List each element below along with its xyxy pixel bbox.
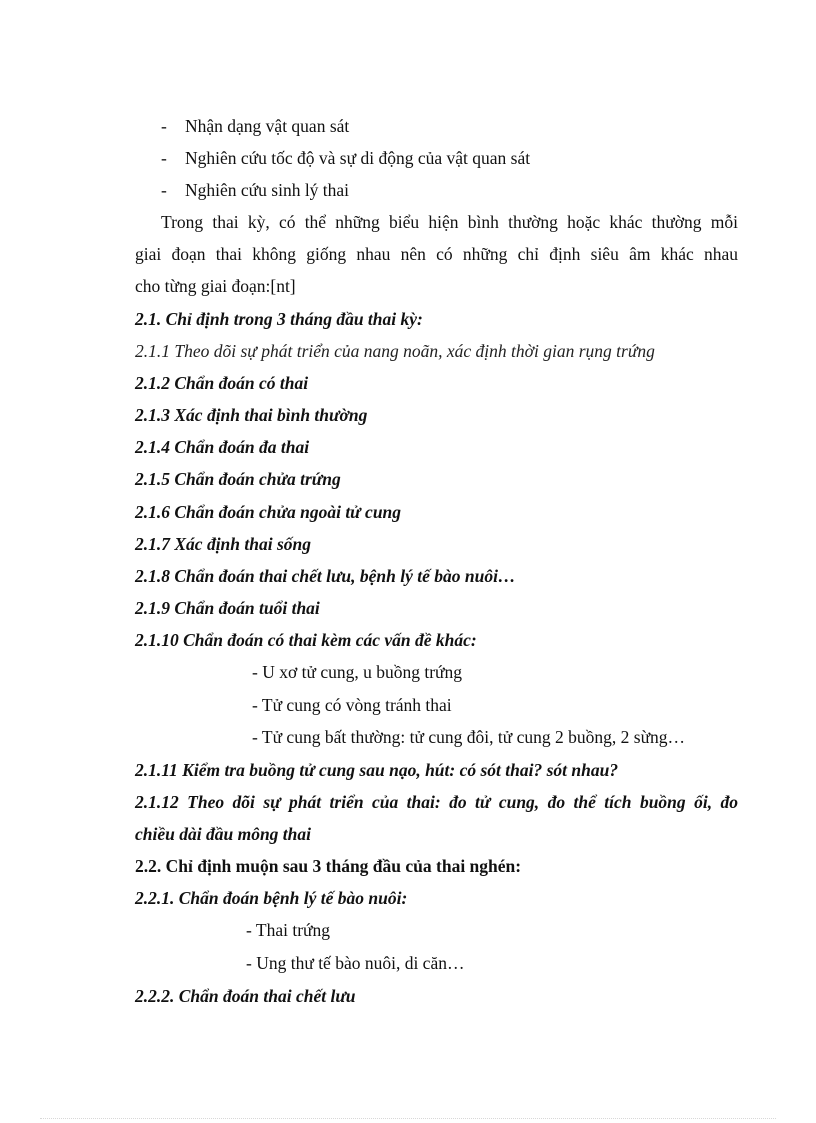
paragraph-line: Trong thai kỳ, có thể những biểu hiện bình thường hoặc khác thường mỗi (161, 212, 738, 232)
subsection-item: 2.2.2. Chẩn đoán thai chết lưu (135, 986, 356, 1006)
subsection-item: 2.1.4 Chẩn đoán đa thai (135, 437, 310, 457)
subsection-item: 2.1.11 Kiểm tra buồng tử cung sau nạo, hút: có sót thai? sót nhau? (135, 760, 619, 780)
sub-list-item: - Tử cung có vòng tránh thai (252, 695, 452, 715)
subsection-item: 2.1.6 Chẩn đoán chửa ngoài tử cung (135, 502, 402, 522)
bullet-marker: - (161, 116, 167, 136)
subsection-item: 2.1.3 Xác định thai bình thường (135, 405, 368, 425)
subsection-item: 2.1.2 Chẩn đoán có thai (135, 373, 309, 393)
paragraph-line: cho từng giai đoạn:[nt] (135, 276, 296, 296)
bullet-text: Nghiên cứu tốc độ và sự di động của vật quan sát (185, 148, 531, 168)
subsection-item: 2.1.9 Chẩn đoán tuổi thai (135, 598, 320, 618)
subsection-item: 2.1.12 Theo dõi sự phát triển của thai: đo tử cung, đo thể tích buồng ối, đo (135, 792, 738, 812)
paragraph-line: giai đoạn thai không giống nhau nên có những chỉ định siêu âm khác nhau (135, 244, 738, 264)
bullet-text: Nhận dạng vật quan sát (185, 116, 350, 136)
subsection-item: 2.1.7 Xác định thai sống (135, 534, 312, 554)
sub-list-item: - U xơ tử cung, u buồng trứng (252, 662, 463, 682)
subsection-item: 2.1.10 Chẩn đoán có thai kèm các vấn đề khác: (135, 630, 477, 650)
bullet-item (135, 147, 530, 169)
sub-list-item: - Ung thư tế bào nuôi, di căn… (246, 953, 465, 973)
section-heading: 2.2. Chỉ định muộn sau 3 tháng đầu của thai nghén: (135, 856, 522, 876)
section-heading: 2.1. Chỉ định trong 3 tháng đầu thai kỳ: (135, 309, 423, 329)
subsection-item-continuation: chiều dài đầu mông thai (135, 824, 312, 844)
bullet-text: Nghiên cứu sinh lý thai (185, 180, 350, 200)
bullet-marker: - (161, 148, 167, 168)
subsection-item: 2.1.1 Theo dõi sự phát triển của nang noãn, xác định thời gian rụng trứng (135, 341, 655, 361)
bullet-item (135, 115, 349, 137)
subsection-item: 2.2.1. Chẩn đoán bệnh lý tế bào nuôi: (135, 888, 408, 908)
sub-list-item: - Thai trứng (246, 920, 331, 940)
subsection-item: 2.1.5 Chẩn đoán chửa trứng (135, 469, 341, 489)
bullet-marker: - (161, 180, 167, 200)
subsection-item: 2.1.8 Chẩn đoán thai chết lưu, bệnh lý tế bào nuôi… (135, 566, 516, 586)
bullet-item (135, 179, 349, 201)
sub-list-item: - Tử cung bất thường: tử cung đôi, tử cung 2 buồng, 2 sừng… (252, 727, 686, 747)
page-bottom-rule (40, 1118, 776, 1119)
